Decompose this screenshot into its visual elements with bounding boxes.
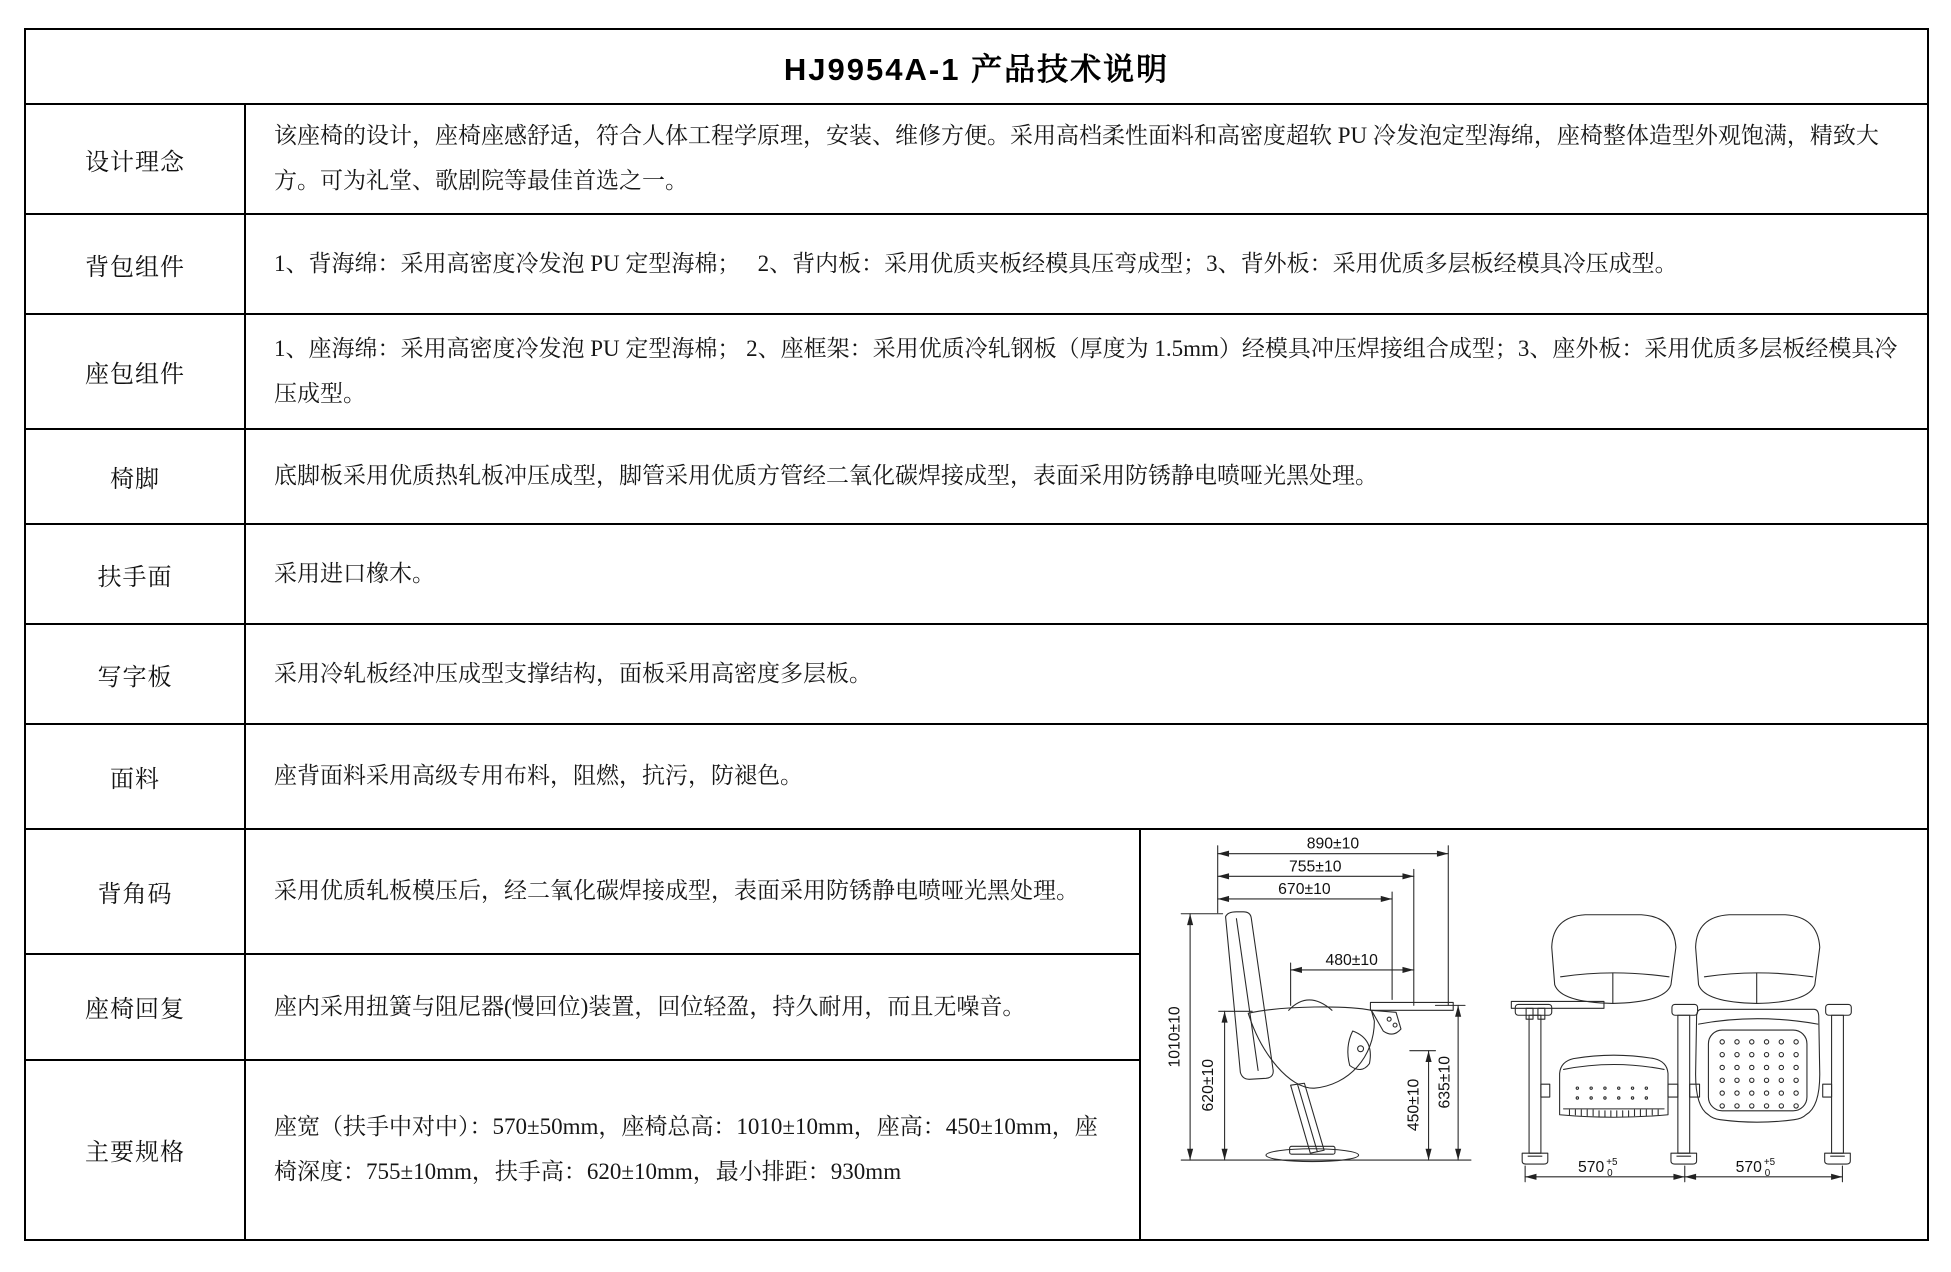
spec-row-label: 椅脚 (25, 429, 245, 524)
dim-armrest-height: 620±10 (1199, 1058, 1217, 1112)
spec-row-label: 面料 (25, 724, 245, 829)
extension-line (1525, 1166, 1842, 1182)
spec-row-text: 1、背海绵：采用高密度冷发泡 PU 定型海棉； 2、背内板：采用优质夹板经模具压弯成型；3、背外板：采用优质多层板经模具冷压成型。 (245, 214, 1928, 314)
armrest-cap (1672, 1004, 1698, 1015)
foot (1522, 1153, 1548, 1164)
dot (1604, 1097, 1606, 1099)
dot (1590, 1097, 1592, 1099)
tablet-outline (1370, 1002, 1453, 1010)
spec-row (25, 829, 1928, 954)
spec-row-label: 座包组件 (25, 314, 245, 429)
leg-post (1529, 1015, 1541, 1153)
dot (1590, 1087, 1592, 1089)
dot (1645, 1087, 1647, 1089)
right-seat-edge (1699, 1019, 1818, 1024)
spec-table (24, 28, 1929, 1241)
right-backrest-seam (1704, 973, 1812, 977)
left-backrest-seam (1561, 973, 1669, 977)
dot (1645, 1097, 1647, 1099)
spec-row-text: 采用优质轧板模压后，经二氧化碳焊接成型，表面采用防锈静电喷哑光黑处理。 (245, 829, 1140, 954)
seat-outline (1248, 1007, 1374, 1088)
backrest-outline (1226, 912, 1274, 1080)
spec-row-label: 扶手面 (25, 524, 245, 624)
dim-tablet-height: 635±10 (1436, 1056, 1454, 1109)
front-view-drawing (1511, 915, 1851, 1182)
pivot-block (1541, 1084, 1550, 1097)
spec-row-text: 采用冷轧板经冲压成型支撑结构，面板采用高密度多层板。 (245, 624, 1928, 724)
left-backrest-outline (1552, 915, 1676, 1004)
right-backrest-outline (1696, 915, 1820, 1004)
spec-row-text: 该座椅的设计，座椅座感舒适，符合人体工程学原理，安装、维修方便。采用高档柔性面料和高密度超软 PU 冷发泡定型海绵，座椅整体造型外观饱满，精致大方。可为礼堂、歌剧院等最佳首选之一。 (245, 104, 1928, 214)
dim-seat-height: 450±10 (1405, 1078, 1423, 1132)
front-view-dim-labels (1578, 1157, 1776, 1179)
dim-seat-depth: 755±10 (1289, 858, 1342, 876)
spec-row-label: 设计理念 (25, 104, 245, 214)
spec-row-label: 背角码 (25, 829, 245, 954)
right-seat-pan (1696, 1009, 1820, 1122)
dim-tablet-depth: 480±10 (1325, 951, 1378, 969)
spec-row-label: 背包组件 (25, 214, 245, 314)
pivot-block (1690, 1084, 1700, 1097)
spec-row (25, 724, 1928, 829)
tablet-bracket (1371, 1010, 1401, 1034)
spec-row (25, 429, 1928, 524)
right-seat-perforations (1720, 1040, 1798, 1108)
spec-row (25, 314, 1928, 429)
seat-mechanism (1348, 1031, 1371, 1069)
dot (1618, 1087, 1620, 1089)
dim-seat-width-right: 570 (1735, 1158, 1762, 1176)
right-seat-inner (1708, 1030, 1807, 1111)
left-seat-hatch (1569, 1110, 1658, 1117)
pivot-block (1823, 1084, 1832, 1097)
bolt (1393, 1023, 1397, 1027)
technical-drawing-cell (1140, 829, 1928, 1240)
dim-back-depth: 670±10 (1278, 881, 1331, 899)
spec-row-text: 1、座海绵：采用高密度冷发泡 PU 定型海棉； 2、座框架：采用优质冷轧钢板（厚度为 1.5mm）经模具冲压焊接组合成型；3、座外板：采用优质多层板经模具冷压成型。 (245, 314, 1928, 429)
left-seat-seam (1564, 1065, 1665, 1070)
dim-tolerance-lower: 0 (1764, 1167, 1771, 1179)
spec-row-label: 座椅回复 (25, 954, 245, 1059)
spec-row (25, 524, 1928, 624)
pivot-block (1668, 1084, 1678, 1097)
dot (1631, 1087, 1633, 1089)
spec-row (25, 104, 1928, 214)
leg-post (1832, 1015, 1844, 1153)
spec-row (25, 214, 1928, 314)
bolt (1387, 1017, 1391, 1021)
foot (1825, 1153, 1851, 1164)
leg-post (1678, 1015, 1690, 1153)
spec-row-label: 主要规格 (25, 1060, 245, 1240)
spec-sheet (24, 28, 1927, 1241)
technical-drawing (1143, 830, 1925, 1234)
pivot (1358, 1046, 1364, 1052)
dot (1604, 1087, 1606, 1089)
spec-row-text: 底脚板采用优质热轧板冲压成型，脚管采用优质方管经二氧化碳焊接成型，表面采用防锈静电喷哑光黑处理。 (245, 429, 1928, 524)
spec-row-label: 写字板 (25, 624, 245, 724)
dim-overall-depth: 890±10 (1306, 835, 1360, 853)
side-view-dim-labels (1166, 836, 1453, 1131)
dim-tolerance-upper: +5 (1606, 1157, 1618, 1169)
spec-row-text: 采用进口橡木。 (245, 524, 1928, 624)
dim-tolerance-upper: +5 (1763, 1157, 1776, 1169)
foot (1671, 1153, 1697, 1164)
dim-tolerance-lower: 0 (1607, 1167, 1613, 1179)
dim-seat-width-left: 570 (1578, 1158, 1605, 1176)
spec-row (25, 624, 1928, 724)
spec-row-text: 座宽（扶手中对中）：570±50mm，座椅总高：1010±10mm，座高：450±10mm，座椅深度：755±10mm，扶手高：620±10mm，最小排距：930mm (245, 1060, 1140, 1240)
dot (1618, 1097, 1620, 1099)
armrest-cap (1826, 1004, 1852, 1015)
spec-row-text: 座内采用扭簧与阻尼器(慢回位)装置，回位轻盈，持久耐用，而且无噪音。 (245, 954, 1140, 1059)
title-row (25, 29, 1928, 104)
document-title: HJ9954A-1 产品技术说明 (25, 29, 1928, 104)
spec-row-text: 座背面料采用高级专用布料，阻燃，抗污，防褪色。 (245, 724, 1928, 829)
dim-total-height: 1010±10 (1166, 1006, 1184, 1068)
dot (1576, 1097, 1578, 1099)
armrest-outline (1289, 1000, 1332, 1010)
dot (1576, 1087, 1578, 1089)
dot (1631, 1097, 1633, 1099)
